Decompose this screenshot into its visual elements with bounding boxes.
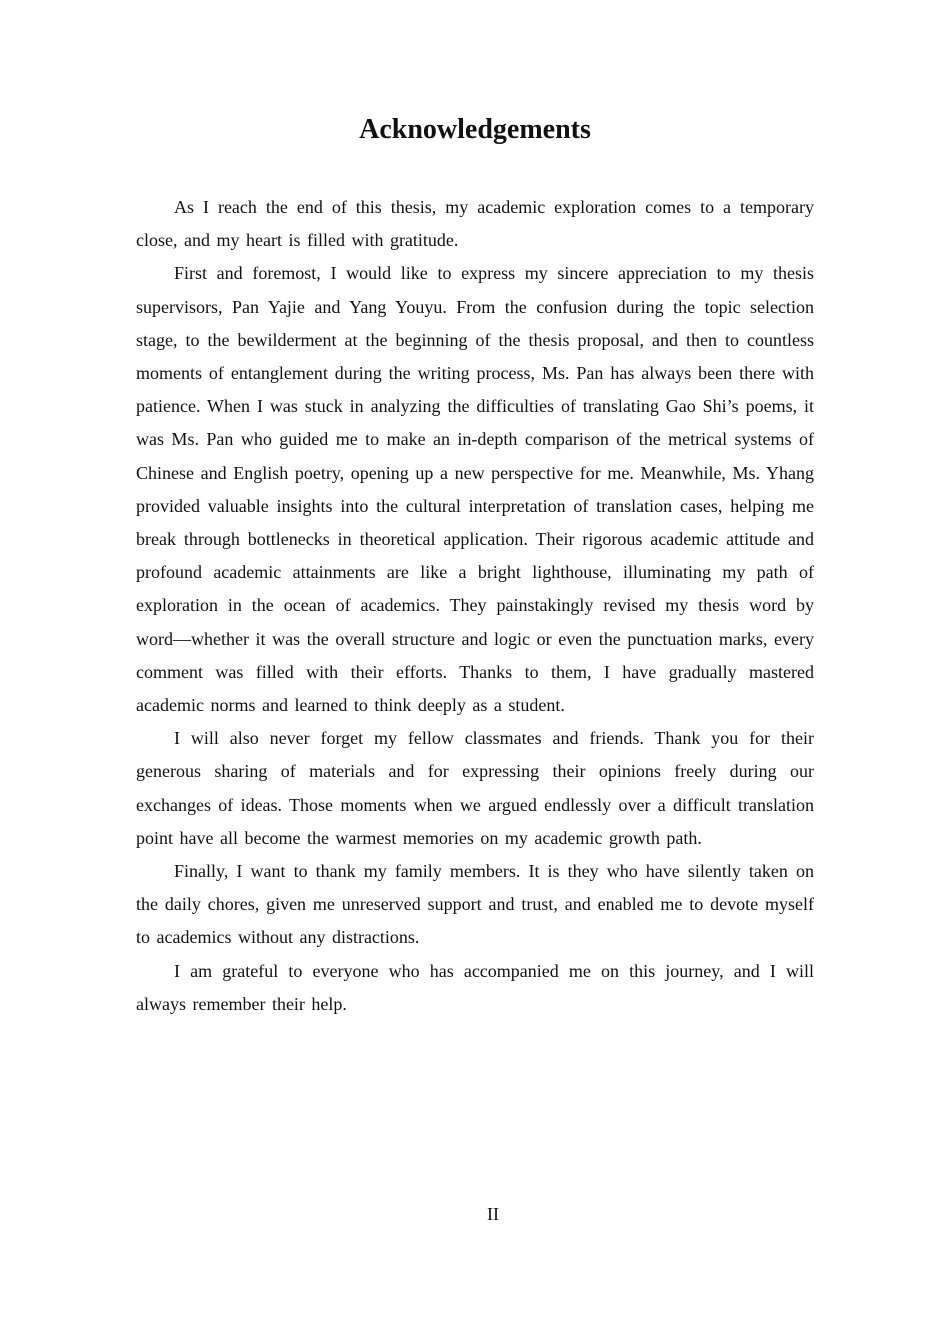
page-number: II [487,1204,499,1224]
page-title: Acknowledgements [359,114,591,145]
paragraph-4: Finally, I want to thank my family members. It is they who have silently taken on the daily chores, given me unreserved support and trust, and enabled me to devote myself to academics without any distractions. [136,861,814,948]
paragraph-1: As I reach the end of this thesis, my academic exploration comes to a temporary close, and my heart is filled with gratitude. [136,197,814,251]
acknowledgements-body [136,191,814,1021]
paragraph-5: I am grateful to everyone who has accompanied me on this journey, and I will always remember their help. [136,960,814,1014]
paragraph-2: First and foremost, I would like to express my sincere appreciation to my thesis supervisors, Pan Yajie and Yang Youyu. From the confusion during the topic selection stage, to the bewilderment at the beginning of the thesis proposal, and then to countless moments of entanglement during the writing process, Ms. Pan has always been there with patience. When I was stuck in analyzing the difficulties of translating Gao Shi’s poems, it was Ms. Pan who guided me to make an in-depth comparison of the metrical systems of Chinese and English poetry, opening up a new perspective for me. Meanwhile, Ms. Yhang provided valuable insights into the cultural interpretation of translation cases, helping me break through bottlenecks in theoretical application. Their rigorous academic attitude and profound academic attainments are like a bright lighthouse, illuminating my path of exploration in the ocean of academics. They painstakingly revised my thesis word by word—whether it was the overall structure and logic or even the punctuation marks, every comment was filled with their efforts. Thanks to them, I have gradually mastered academic norms and learned to think deeply as a student. [136,263,814,716]
paragraph-3: I will also never forget my fellow classmates and friends. Thank you for their generous sharing of materials and for expressing their opinions freely during our exchanges of ideas. Those moments when we argued endlessly over a difficult translation point have all become the warmest memories on my academic growth path. [136,728,814,848]
